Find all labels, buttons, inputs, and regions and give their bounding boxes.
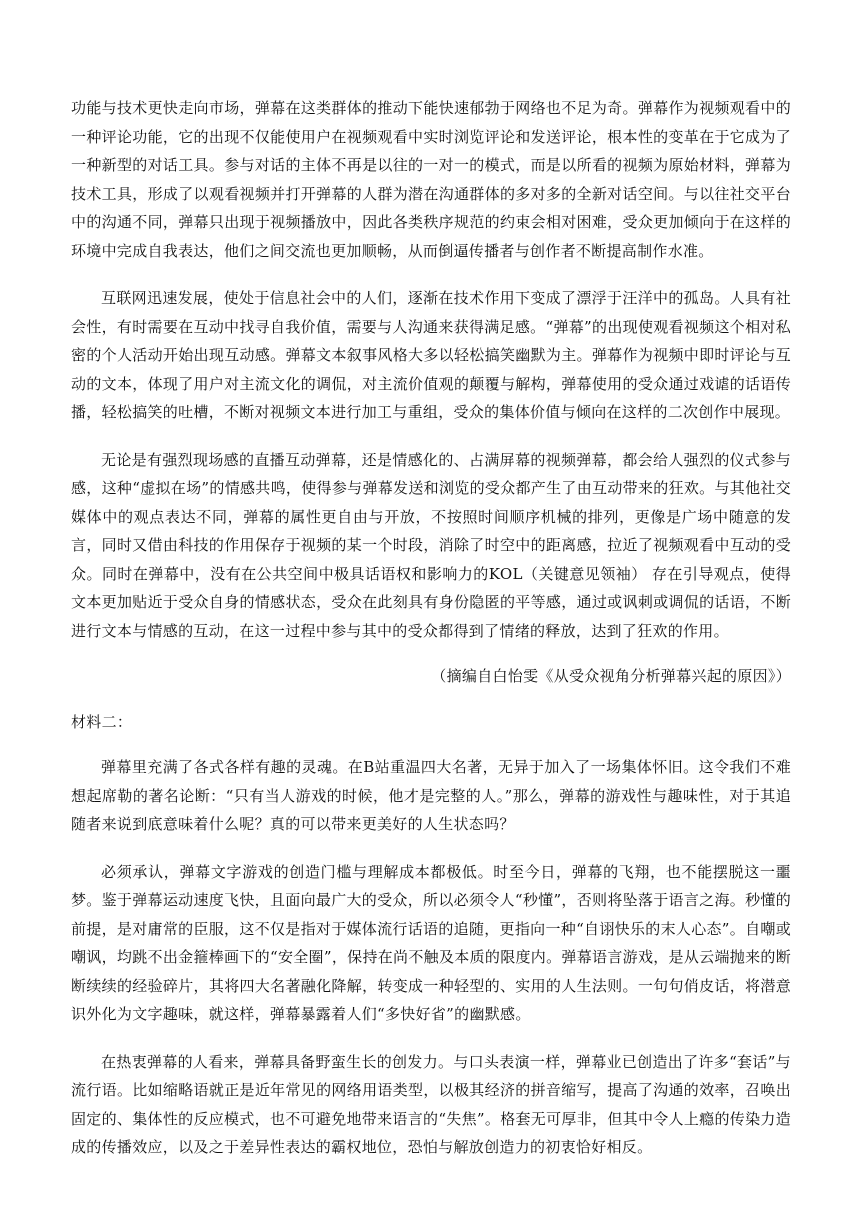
paragraph-ritual-participation: 无论是有强烈现场感的直播互动弹幕，还是情感化的、占满屏幕的视频弹幕，都会给人强烈的仪式参与感，这种“虚拟在场”的情感共鸣，使得参与弹幕发送和浏览的受众都产生了由互动带来的狂欢。与其他社交媒体中的观点表达不同，弹幕的属性更自由与开放，不按照时间顺序机械的排列，更像是广场中随意的发言，同时又借由科技的作用保存于视频的某一个时段，消除了时空中的距离感，拉近了视频观看中互动的受众。同时在弹幕中，没有在公共空间中极具话语权和影响力的KOL（关键意见领袖） 存在引导观点，使得文本更加贴近于受众自身的情感状态，受众在此刻具有身份隐匿的平等感，通过或讽刺或调侃的话语，不断进行文本与情感的互动，在这一过程中参与其中的受众都得到了情绪的释放，达到了狂欢的作用。 xyxy=(71,450,791,640)
paragraph-playful-souls: 弹幕里充满了各式各样有趣的灵魂。在B站重温四大名著，无异于加入了一场集体怀旧。这令我们不难想起席勒的著名论断：“只有当人游戏的时候，他才是完整的人。”那么，弹幕的游戏性与趣味性，对于其追随者来说到底意味着什么呢？真的可以带来更美好的人生状态吗？ xyxy=(71,758,791,833)
paragraph-gap xyxy=(71,691,791,708)
paragraph-internet-development: 互联网迅速发展，使处于信息社会中的人们，逐渐在技术作用下变成了漂浮于汪洋中的孤岛。人具有社会性，有时需要在互动中找寻自我价值，需要与人沟通来获得满足感。“弹幕”的出现使观看视频这个相对私密的个人活动开始出现互动感。弹幕文本叙事风格大多以轻松搞笑幽默为主。弹幕作为视频中即时评论与互动的文本，体现了用户对主流文化的调侃，对主流价值观的颠覆与解构，弹幕使用的受众通过戏谑的话语传播，轻松搞笑的吐槽，不断对视频文本进行加工与重组，受众的集体价值与倾向在这样的二次创作中展现。 xyxy=(71,289,791,421)
paragraph-intro-continuation: 功能与技术更快走向市场，弹幕在这类群体的推动下能快速郁勃于网络也不足为奇。弹幕作为视频观看中的一种评论功能，它的出现不仅能使用户在视频观看中实时浏览评论和发送评论，根本性的变革在于它成为了一种新型的对话工具。参与对话的主体不再是以往的一对一的模式，而是以所看的视频为原始材料，弹幕为技术工具，形成了以观看视频并打开弹幕的人群为潜在沟通群体的多对多的全新对话空间。与以往社交平台中的沟通不同，弹幕只出现于视频播放中，因此各类秩序规范的约束会相对困难，受众更加倾向于在这样的环境中完成自我表达，他们之间交流也更加顺畅，从而倒逼传播者与创作者不断提高制作水准。 xyxy=(71,99,791,260)
document-page xyxy=(71,94,791,1162)
paragraph-gap xyxy=(71,265,791,284)
paragraph-gap xyxy=(71,645,791,662)
paragraph-gap xyxy=(71,427,791,446)
paragraph-creative-power: 在热衷弹幕的人看来，弹幕具备野蛮生长的创发力。与口头表演一样，弹幕业已创造出了许多“套话”与流行语。比如缩略语就正是近年常见的网络用语类型，以极其经济的拼音缩写，提高了沟通的效率，召唤出固定的、集体性的反应模式，也不可避免地带来语言的“失焦”。格套无可厚非，但其中令人上瘾的传染力造成的传播效应，以及之于差异性表达的霸权地位，恐怕与解放创造力的初衷恰好相反。 xyxy=(71,1052,791,1156)
source-citation: （摘编自白怡雯《从受众视角分析弹幕兴起的原因》） xyxy=(431,667,791,685)
paragraph-gap xyxy=(71,1029,791,1048)
material-two-heading: 材料二： xyxy=(71,712,133,731)
paragraph-low-threshold: 必须承认，弹幕文字游戏的创造门槛与理解成本都极低。时至今日，弹幕的飞翔，也不能摆脱这一噩梦。鉴于弹幕运动速度飞快，且面向最广大的受众，所以必须令人“秒懂”，否则将坠落于语言之海。秒懂的前提，是对庸常的臣服，这不仅是指对于媒体流行话语的追随，更指向一种“自诩快乐的末人心态”。自嘲或嘲讽，均跳不出金箍棒画下的“安全圈”，保持在尚不触及本质的限度内。弹幕语言游戏，是从云端抛来的断断续续的经验碎片，其将四大名著融化降解，转变成一种轻型的、实用的人生法则。一句句俏皮话，将潜意识外化为文字趣味，就这样，弹幕暴露着人们“多快好省”的幽默感。 xyxy=(71,862,791,1023)
paragraph-gap xyxy=(71,839,791,858)
paragraph-gap xyxy=(71,736,791,753)
